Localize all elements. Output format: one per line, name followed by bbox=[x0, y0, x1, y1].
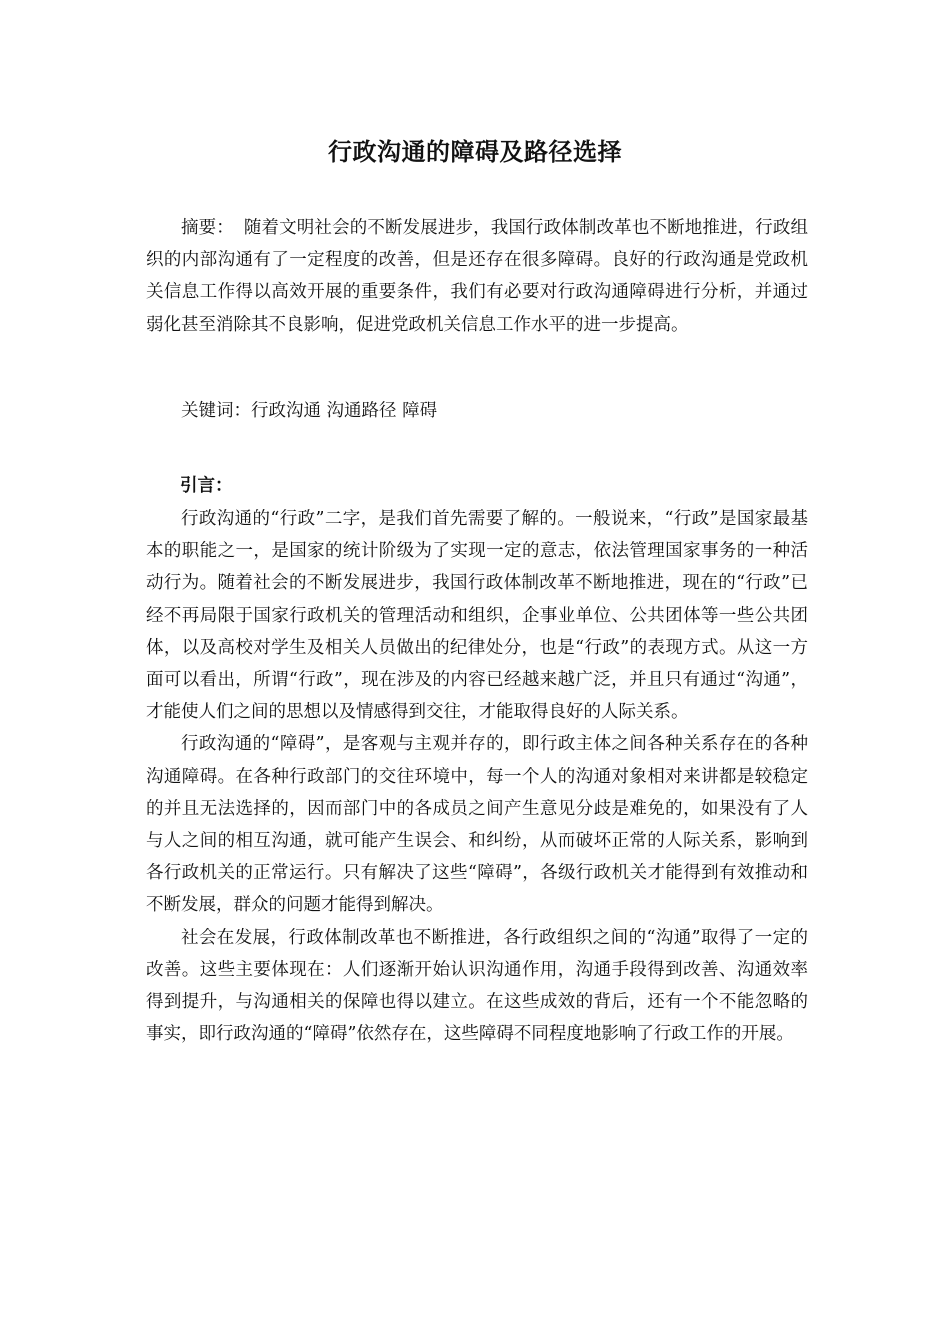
abstract-text: 随着文明社会的不断发展进步，我国行政体制改革也不断地推进，行政组织的内部沟通有了一定程度的改善，但是还存在很多障碍。良好的行政沟通是党政机关信息工作得以高效开展的重要条件，我们有必要对行政沟通障碍进行分析，并通过弱化甚至消除其不良影响，促进党政机关信息工作水平的进一步提高。 bbox=[146, 218, 809, 335]
keywords-paragraph: 关键词：行政沟通 沟通路径 障碍 bbox=[181, 401, 438, 421]
document-title: 行政沟通的障碍及路径选择 bbox=[328, 137, 622, 166]
intro-heading: 引言： bbox=[180, 476, 233, 496]
abstract-label: 摘要： bbox=[181, 218, 234, 238]
abstract-paragraph bbox=[146, 212, 808, 341]
abstract-section bbox=[146, 212, 808, 341]
intro-paragraph: 行政沟通的“行政”二字，是我们首先需要了解的。一般说来，“行政”是国家最基本的职能之一，是国家的统计阶级为了实现一定的意志，依法管理国家事务的一种活动行为。随着社会的不断发展进步，我国行政体制改革不断地推进，现在的“行政”已经不再局限于国家行政机关的管理活动和组织，企事业单位、公共团体等一些公共团体，以及高校对学生及相关人员做出的纪律处分，也是“行政”的表现方式。从这一方面可以看出，所谓“行政”，现在涉及的内容已经越来越广泛，并且只有通过“沟通”，才能使人们之间的思想以及情感得到交往，才能取得良好的人际关系。 bbox=[146, 509, 808, 723]
keywords-section bbox=[146, 395, 808, 427]
intro-body bbox=[146, 503, 808, 1050]
intro-paragraph: 行政沟通的“障碍”，是客观与主观并存的，即行政主体之间各种关系存在的各种沟通障碍。在各种行政部门的交往环境中，每一个人的沟通对象相对来讲都是较稳定的并且无法选择的，因而部门中的各成员之间产生意见分歧是难免的，如果没有了人与人之间的相互沟通，就可能产生误会、和纠纷，从而破坏正常的人际关系，影响到各行政机关的正常运行。只有解决了这些“障碍”，各级行政机关才能得到有效推动和不断发展，群众的问题才能得到解决。 bbox=[146, 734, 808, 916]
intro-paragraph: 社会在发展，行政体制改革也不断推进，各行政组织之间的“沟通”取得了一定的改善。这些主要体现在：人们逐渐开始认识沟通作用，沟通手段得到改善、沟通效率得到提升，与沟通相关的保障也得以建立。在这些成效的背后，还有一个不能忽略的事实，即行政沟通的“障碍”依然存在，这些障碍不同程度地影响了行政工作的开展。 bbox=[146, 927, 808, 1045]
